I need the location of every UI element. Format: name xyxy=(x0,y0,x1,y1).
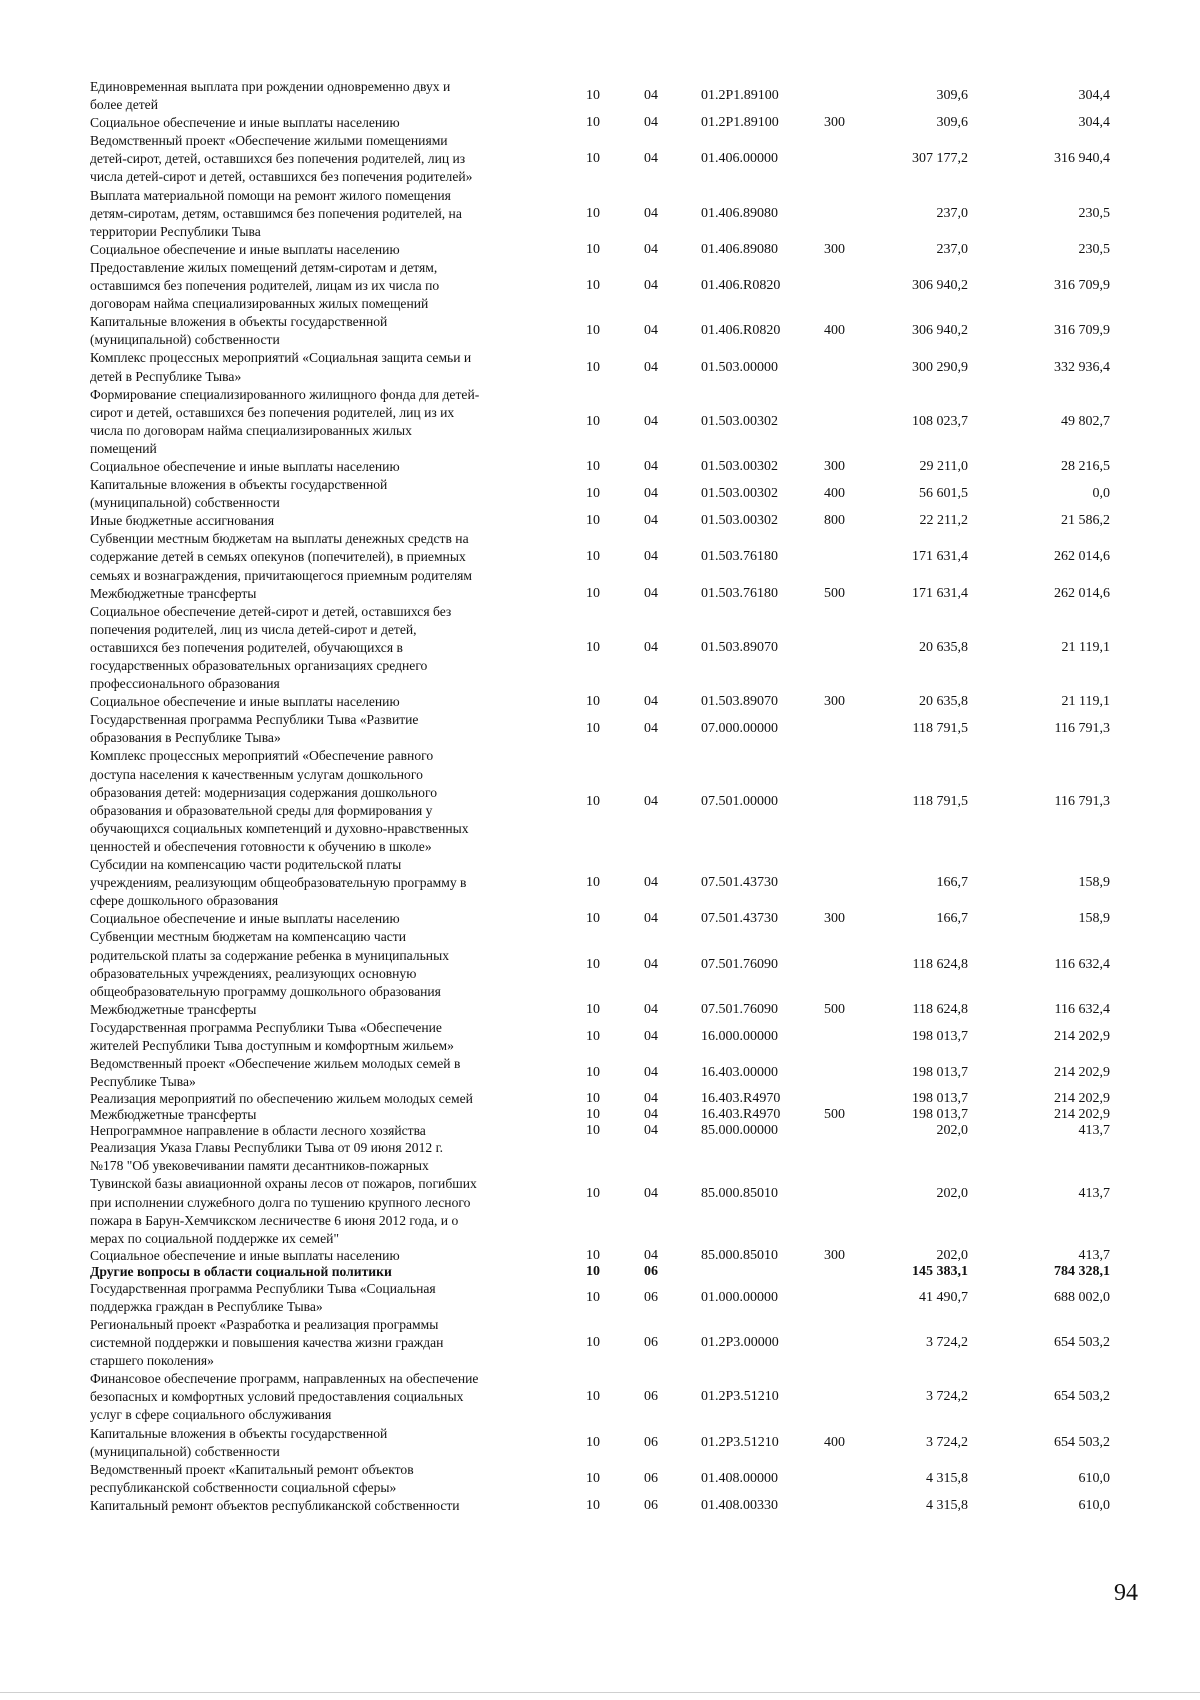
target-article-code: 16.403.00000 xyxy=(701,1065,778,1081)
amount-year-1: 202,0 xyxy=(936,1247,968,1263)
amount-year-1: 309,6 xyxy=(936,88,968,104)
section-code: 10 xyxy=(586,585,600,601)
subsection-code: 06 xyxy=(644,1497,658,1513)
amount-year-2: 316 709,9 xyxy=(1054,278,1110,294)
amount-year-2: 214 202,9 xyxy=(1054,1107,1110,1123)
table-row xyxy=(90,1461,1130,1497)
target-article-code: 01.2Р3.00000 xyxy=(701,1335,779,1351)
section-code: 10 xyxy=(586,793,600,809)
row-description: Социальное обеспечение и иные выплаты населению xyxy=(90,241,400,257)
table-row xyxy=(90,1123,1130,1139)
subsection-code: 04 xyxy=(644,513,658,529)
table-row xyxy=(90,476,1130,512)
section-code: 10 xyxy=(586,278,600,294)
amount-year-2: 332 936,4 xyxy=(1054,359,1110,375)
section-code: 10 xyxy=(586,1434,600,1450)
amount-year-1: 166,7 xyxy=(936,911,968,927)
row-description: Социальное обеспечение и иные выплаты населению xyxy=(90,458,400,474)
amount-year-1: 3 724,2 xyxy=(926,1434,968,1450)
amount-year-1: 237,0 xyxy=(936,205,968,221)
row-description: Государственная программа Республики Тыва «Социальная поддержка граждан в Республике Тыва» xyxy=(90,1280,436,1314)
amount-year-1: 306 940,2 xyxy=(912,323,968,339)
section-code: 10 xyxy=(586,1497,600,1513)
target-article-code: 01.503.89070 xyxy=(701,639,778,655)
expense-type-code: 800 xyxy=(824,513,845,529)
target-article-code: 01.408.00000 xyxy=(701,1470,778,1486)
subsection-code: 04 xyxy=(644,793,658,809)
subsection-code: 04 xyxy=(644,1107,658,1123)
table-row xyxy=(90,313,1130,349)
amount-year-1: 4 315,8 xyxy=(926,1497,968,1513)
table-row xyxy=(90,241,1130,259)
section-code: 10 xyxy=(586,486,600,502)
amount-year-2: 0,0 xyxy=(1092,486,1110,502)
section-code: 10 xyxy=(586,549,600,565)
subsection-code: 06 xyxy=(644,1289,658,1305)
row-description: Капитальные вложения в объекты государственной (муниципальной) собственности xyxy=(90,314,388,348)
amount-year-1: 20 635,8 xyxy=(919,694,968,710)
row-description: Финансовое обеспечение программ, направленных на обеспечение безопасных и комфортных условий предоставления социальных услуг в сфере социального обслуживания xyxy=(90,1371,479,1423)
row-description: Капитальный ремонт объектов республиканской собственности xyxy=(90,1497,460,1513)
table-row xyxy=(90,78,1130,114)
amount-year-1: 4 315,8 xyxy=(926,1470,968,1486)
target-article-code: 01.2Р3.51210 xyxy=(701,1434,779,1450)
amount-year-1: 56 601,5 xyxy=(919,486,968,502)
subsection-code: 04 xyxy=(644,1065,658,1081)
amount-year-2: 21 586,2 xyxy=(1061,513,1110,529)
subsection-code: 04 xyxy=(644,549,658,565)
amount-year-1: 145 383,1 xyxy=(912,1263,968,1279)
subsection-code: 04 xyxy=(644,205,658,221)
expense-type-code: 400 xyxy=(824,486,845,502)
section-code: 10 xyxy=(586,721,600,737)
target-article-code: 01.503.00302 xyxy=(701,459,778,475)
row-description: Ведомственный проект «Капитальный ремонт объектов республиканской собственности социальной сферы» xyxy=(90,1461,414,1495)
amount-year-2: 214 202,9 xyxy=(1054,1065,1110,1081)
row-description: Реализация мероприятий по обеспечению жильем молодых семей xyxy=(90,1091,473,1107)
row-description: Капитальные вложения в объекты государственной (муниципальной) собственности xyxy=(90,477,388,511)
section-code: 10 xyxy=(586,151,600,167)
section-code: 10 xyxy=(586,1335,600,1351)
table-row xyxy=(90,1019,1130,1055)
table-row xyxy=(90,1264,1130,1280)
target-article-code: 01.503.00302 xyxy=(701,513,778,529)
row-description: Региональный проект «Разработка и реализация программы системной поддержки и повышения качества жизни граждан старшего поколения» xyxy=(90,1317,444,1369)
subsection-code: 04 xyxy=(644,639,658,655)
subsection-code: 04 xyxy=(644,413,658,429)
row-description: Другие вопросы в области социальной политики xyxy=(90,1263,392,1279)
target-article-code: 01.000.00000 xyxy=(701,1289,778,1305)
amount-year-2: 49 802,7 xyxy=(1061,413,1110,429)
table-row xyxy=(90,349,1130,385)
section-code: 10 xyxy=(586,1028,600,1044)
amount-year-1: 307 177,2 xyxy=(912,151,968,167)
target-article-code: 01.503.00000 xyxy=(701,359,778,375)
row-description: Субвенции местным бюджетам на компенсацию части родительской платы за содержание ребенка в муниципальных образовательных учреждениях, реализующих основную общеобразовательную программу дошкольного образования xyxy=(90,929,450,999)
amount-year-2: 654 503,2 xyxy=(1054,1389,1110,1405)
subsection-code: 06 xyxy=(644,1389,658,1405)
table-row xyxy=(90,747,1130,856)
target-article-code: 01.406.R0820 xyxy=(701,323,781,339)
row-description: Выплата материальной помощи на ремонт жилого помещения детям-сиротам, детям, оставшимся без попечения родителей, на территории Республики Тыва xyxy=(90,187,462,239)
subsection-code: 04 xyxy=(644,694,658,710)
table-row xyxy=(90,1248,1130,1264)
row-description: Единовременная выплата при рождении одновременно двух и более детей xyxy=(90,79,451,113)
section-code: 10 xyxy=(586,1263,600,1279)
amount-year-1: 202,0 xyxy=(936,1123,968,1139)
target-article-code: 85.000.85010 xyxy=(701,1185,778,1201)
amount-year-2: 21 119,1 xyxy=(1061,639,1110,655)
section-code: 10 xyxy=(586,413,600,429)
target-article-code: 01.406.89080 xyxy=(701,241,778,257)
section-code: 10 xyxy=(586,1091,600,1107)
amount-year-2: 21 119,1 xyxy=(1061,694,1110,710)
amount-year-2: 230,5 xyxy=(1078,241,1110,257)
table-row xyxy=(90,1001,1130,1019)
subsection-code: 04 xyxy=(644,1091,658,1107)
section-code: 10 xyxy=(586,911,600,927)
amount-year-2: 214 202,9 xyxy=(1054,1028,1110,1044)
subsection-code: 04 xyxy=(644,1028,658,1044)
subsection-code: 04 xyxy=(644,459,658,475)
amount-year-2: 688 002,0 xyxy=(1054,1289,1110,1305)
amount-year-2: 413,7 xyxy=(1078,1123,1110,1139)
expense-type-code: 500 xyxy=(824,1001,845,1017)
table-row xyxy=(90,711,1130,747)
section-code: 10 xyxy=(586,1001,600,1017)
section-code: 10 xyxy=(586,241,600,257)
amount-year-1: 198 013,7 xyxy=(912,1065,968,1081)
subsection-code: 04 xyxy=(644,88,658,104)
row-description: Социальное обеспечение и иные выплаты населению xyxy=(90,115,400,131)
target-article-code: 01.503.76180 xyxy=(701,549,778,565)
target-article-code: 01.2Р1.89100 xyxy=(701,115,779,131)
row-description: Социальное обеспечение и иные выплаты населению xyxy=(90,911,400,927)
row-description: Межбюджетные трансферты xyxy=(90,585,257,601)
amount-year-2: 158,9 xyxy=(1078,875,1110,891)
amount-year-1: 3 724,2 xyxy=(926,1335,968,1351)
amount-year-1: 118 791,5 xyxy=(912,721,968,737)
page-number: 94 xyxy=(1114,1580,1138,1606)
section-code: 10 xyxy=(586,1065,600,1081)
row-description: Субсидии на компенсацию части родительской платы учреждениям, реализующим общеобразовательную программу в сфере дошкольного образования xyxy=(90,857,467,909)
row-description: Иные бюджетные ассигнования xyxy=(90,513,275,529)
subsection-code: 04 xyxy=(644,1123,658,1139)
table-row xyxy=(90,132,1130,186)
amount-year-2: 610,0 xyxy=(1078,1470,1110,1486)
amount-year-2: 654 503,2 xyxy=(1054,1434,1110,1450)
amount-year-2: 116 791,3 xyxy=(1054,721,1110,737)
expense-type-code: 300 xyxy=(824,459,845,475)
target-article-code: 01.503.00302 xyxy=(701,486,778,502)
amount-year-2: 230,5 xyxy=(1078,205,1110,221)
section-code: 10 xyxy=(586,1123,600,1139)
amount-year-1: 309,6 xyxy=(936,115,968,131)
amount-year-1: 166,7 xyxy=(936,875,968,891)
amount-year-1: 198 013,7 xyxy=(912,1091,968,1107)
row-description: Непрограммное направление в области лесного хозяйства xyxy=(90,1123,426,1139)
amount-year-2: 304,4 xyxy=(1078,115,1110,131)
amount-year-1: 22 211,2 xyxy=(919,513,968,529)
target-article-code: 01.503.00302 xyxy=(701,413,778,429)
bottom-rule xyxy=(0,1692,1200,1693)
amount-year-2: 262 014,6 xyxy=(1054,585,1110,601)
expense-type-code: 300 xyxy=(824,1247,845,1263)
table-row xyxy=(90,928,1130,1000)
amount-year-1: 118 791,5 xyxy=(912,793,968,809)
expense-type-code: 300 xyxy=(824,241,845,257)
row-description: Капитальные вложения в объекты государственной (муниципальной) собственности xyxy=(90,1425,388,1459)
target-article-code: 07.501.76090 xyxy=(701,956,778,972)
subsection-code: 04 xyxy=(644,585,658,601)
amount-year-2: 413,7 xyxy=(1078,1185,1110,1201)
section-code: 10 xyxy=(586,694,600,710)
target-article-code: 07.501.43730 xyxy=(701,911,778,927)
target-article-code: 16.403.R4970 xyxy=(701,1091,781,1107)
row-description: Предоставление жилых помещений детям-сиротам и детям, оставшимся без попечения родителей, лицам из их числа по договорам найма специализированных жилых помещений xyxy=(90,259,440,312)
subsection-code: 04 xyxy=(644,486,658,502)
table-row xyxy=(90,603,1130,693)
target-article-code: 85.000.85010 xyxy=(701,1247,778,1263)
subsection-code: 06 xyxy=(644,1263,658,1279)
subsection-code: 04 xyxy=(644,721,658,737)
subsection-code: 04 xyxy=(644,911,658,927)
target-article-code: 07.501.76090 xyxy=(701,1001,778,1017)
section-code: 10 xyxy=(586,513,600,529)
amount-year-1: 300 290,9 xyxy=(912,359,968,375)
amount-year-1: 3 724,2 xyxy=(926,1389,968,1405)
table-row xyxy=(90,530,1130,584)
row-description: Межбюджетные трансферты xyxy=(90,1107,257,1123)
section-code: 10 xyxy=(586,205,600,221)
amount-year-2: 610,0 xyxy=(1078,1497,1110,1513)
table-row xyxy=(90,1497,1130,1515)
amount-year-1: 41 490,7 xyxy=(919,1289,968,1305)
expense-type-code: 300 xyxy=(824,694,845,710)
amount-year-1: 20 635,8 xyxy=(919,639,968,655)
subsection-code: 04 xyxy=(644,323,658,339)
amount-year-1: 306 940,2 xyxy=(912,278,968,294)
target-article-code: 01.406.00000 xyxy=(701,151,778,167)
row-description: Межбюджетные трансферты xyxy=(90,1001,257,1017)
row-description: Комплекс процессных мероприятий «Социальная защита семьи и детей в Республике Тыва» xyxy=(90,350,472,384)
row-description: Государственная программа Республики Тыва «Развитие образования в Республике Тыва» xyxy=(90,712,419,746)
expense-type-code: 400 xyxy=(824,323,845,339)
section-code: 10 xyxy=(586,956,600,972)
table-row xyxy=(90,187,1130,241)
amount-year-2: 214 202,9 xyxy=(1054,1091,1110,1107)
table-row xyxy=(90,1139,1130,1248)
section-code: 10 xyxy=(586,323,600,339)
amount-year-2: 316 940,4 xyxy=(1054,151,1110,167)
row-description: Государственная программа Республики Тыва «Обеспечение жителей Республики Тыва доступным и комфортным жильем» xyxy=(90,1019,454,1053)
amount-year-2: 28 216,5 xyxy=(1061,459,1110,475)
row-description: Социальное обеспечение и иные выплаты населению xyxy=(90,1247,400,1263)
section-code: 10 xyxy=(586,639,600,655)
subsection-code: 04 xyxy=(644,115,658,131)
section-code: 10 xyxy=(586,1289,600,1305)
amount-year-1: 237,0 xyxy=(936,241,968,257)
subsection-code: 04 xyxy=(644,241,658,257)
target-article-code: 85.000.00000 xyxy=(701,1123,778,1139)
amount-year-1: 198 013,7 xyxy=(912,1028,968,1044)
subsection-code: 04 xyxy=(644,1247,658,1263)
section-code: 10 xyxy=(586,115,600,131)
table-row xyxy=(90,910,1130,928)
expense-type-code: 300 xyxy=(824,115,845,131)
target-article-code: 01.2Р3.51210 xyxy=(701,1389,779,1405)
amount-year-2: 116 791,3 xyxy=(1054,793,1110,809)
table-row xyxy=(90,1107,1130,1123)
amount-year-1: 171 631,4 xyxy=(912,549,968,565)
row-description: Комплекс процессных мероприятий «Обеспечение равного доступа населения к качественным услугам дошкольного образования детей: модернизация содержания дошкольного образования и образовательной среды для формирования у обучающихся социальных компетенций и духовно-нравственных ценностей и обеспечения готовности к обучению в школе» xyxy=(90,748,469,854)
section-code: 10 xyxy=(586,1389,600,1405)
target-article-code: 07.000.00000 xyxy=(701,721,778,737)
section-code: 10 xyxy=(586,1470,600,1486)
amount-year-1: 171 631,4 xyxy=(912,585,968,601)
subsection-code: 04 xyxy=(644,1001,658,1017)
amount-year-2: 316 709,9 xyxy=(1054,323,1110,339)
table-row xyxy=(90,1091,1130,1107)
section-code: 10 xyxy=(586,459,600,475)
subsection-code: 06 xyxy=(644,1335,658,1351)
subsection-code: 04 xyxy=(644,151,658,167)
amount-year-2: 116 632,4 xyxy=(1054,1001,1110,1017)
table-row xyxy=(90,585,1130,603)
table-row xyxy=(90,386,1130,458)
row-description: Социальное обеспечение и иные выплаты населению xyxy=(90,694,400,710)
target-article-code: 07.501.43730 xyxy=(701,875,778,891)
amount-year-1: 118 624,8 xyxy=(912,956,968,972)
amount-year-1: 202,0 xyxy=(936,1185,968,1201)
row-description: Субвенции местным бюджетам на выплаты денежных средств на содержание детей в семьях опекунов (попечителей), в приемных семьях и вознаграждения, причитающегося приемным родителям xyxy=(90,531,473,583)
amount-year-2: 116 632,4 xyxy=(1054,956,1110,972)
expense-type-code: 300 xyxy=(824,911,845,927)
row-description: Ведомственный проект «Обеспечение жилыми помещениями детей-сирот, детей, оставшихся без попечения родителей, лиц из числа детей-сирот и детей, оставшихся без попечения родителей» xyxy=(90,133,473,185)
table-row xyxy=(90,1425,1130,1461)
row-description: Реализация Указа Главы Республики Тыва от 09 июня 2012 г. №178 "Об увековечивании памяти десантников-пожарных Тувинской базы авиационной охраны лесов от пожаров, погибших при исполнении служебного долга по тушению крупного лесного пожара в Барун-Хемчикском лесничестве 6 июня 2012 года, и о мерах по социальной поддержке их семей" xyxy=(90,1140,477,1246)
table-row xyxy=(90,114,1130,132)
table-row xyxy=(90,259,1130,313)
table-row xyxy=(90,856,1130,910)
amount-year-1: 118 624,8 xyxy=(912,1001,968,1017)
target-article-code: 07.501.00000 xyxy=(701,793,778,809)
target-article-code: 01.408.00330 xyxy=(701,1497,778,1513)
section-code: 10 xyxy=(586,1107,600,1123)
table-row xyxy=(90,512,1130,530)
target-article-code: 01.406.R0820 xyxy=(701,278,781,294)
subsection-code: 06 xyxy=(644,1434,658,1450)
subsection-code: 04 xyxy=(644,278,658,294)
subsection-code: 04 xyxy=(644,956,658,972)
amount-year-2: 784 328,1 xyxy=(1054,1263,1110,1279)
section-code: 10 xyxy=(586,875,600,891)
row-description: Социальное обеспечение детей-сирот и детей, оставшихся без попечения родителей, лиц из числа детей-сирот и детей, оставшихся без попечения родителей, обучающихся в государственных образовательных организациях среднего профессионального образования xyxy=(90,603,452,692)
row-description: Формирование специализированного жилищного фонда для детей- сирот и детей, оставшихся без попечения родителей, лиц из их числа по договорам найма специализированных жилых помещений xyxy=(90,386,480,456)
target-article-code: 01.503.76180 xyxy=(701,585,778,601)
subsection-code: 04 xyxy=(644,875,658,891)
subsection-code: 04 xyxy=(644,359,658,375)
expense-type-code: 400 xyxy=(824,1434,845,1450)
subsection-code: 04 xyxy=(644,1185,658,1201)
amount-year-2: 158,9 xyxy=(1078,911,1110,927)
section-code: 10 xyxy=(586,1185,600,1201)
target-article-code: 16.000.00000 xyxy=(701,1028,778,1044)
subsection-code: 06 xyxy=(644,1470,658,1486)
table-row xyxy=(90,458,1130,476)
amount-year-2: 304,4 xyxy=(1078,88,1110,104)
amount-year-2: 262 014,6 xyxy=(1054,549,1110,565)
amount-year-2: 654 503,2 xyxy=(1054,1335,1110,1351)
amount-year-1: 198 013,7 xyxy=(912,1107,968,1123)
section-code: 10 xyxy=(586,359,600,375)
amount-year-1: 108 023,7 xyxy=(912,413,968,429)
expense-type-code: 500 xyxy=(824,1107,845,1123)
target-article-code: 16.403.R4970 xyxy=(701,1107,781,1123)
table-row xyxy=(90,1055,1130,1091)
expense-type-code: 500 xyxy=(824,585,845,601)
section-code: 10 xyxy=(586,88,600,104)
amount-year-1: 29 211,0 xyxy=(919,459,968,475)
amount-year-2: 413,7 xyxy=(1078,1247,1110,1263)
target-article-code: 01.2Р1.89100 xyxy=(701,88,779,104)
section-code: 10 xyxy=(586,1247,600,1263)
table-row xyxy=(90,1316,1130,1370)
target-article-code: 01.503.89070 xyxy=(701,694,778,710)
table-row xyxy=(90,1370,1130,1424)
table-row xyxy=(90,693,1130,711)
target-article-code: 01.406.89080 xyxy=(701,205,778,221)
budget-table xyxy=(90,78,1130,1515)
table-row xyxy=(90,1280,1130,1316)
row-description: Ведомственный проект «Обеспечение жильем молодых семей в Республике Тыва» xyxy=(90,1056,461,1090)
